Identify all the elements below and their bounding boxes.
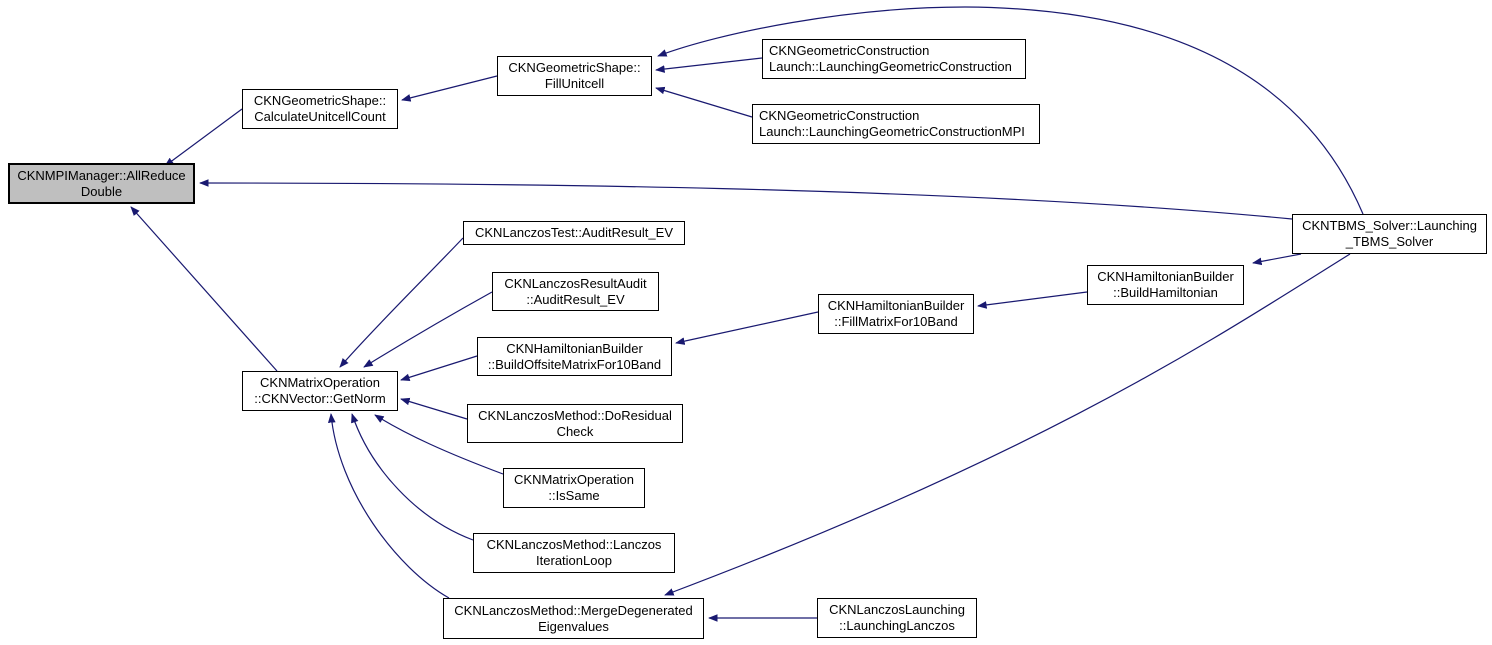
- node-label-line: Check: [556, 423, 594, 439]
- node-label-line: CKNGeometricShape::: [253, 93, 387, 108]
- node-cknmatrixoperation-cknvector-getnorm[interactable]: [242, 371, 398, 411]
- edge-buildoffsitematrix-to-getnorm: [401, 356, 477, 380]
- node-label-line: CKNGeometricConstruction: [759, 108, 920, 123]
- edge-buildhamiltonian-to-fillmatrixfor10band: [978, 292, 1087, 306]
- node-label-line: ::IsSame: [548, 488, 600, 503]
- node-cknlanczosmethod-doresidualcheck[interactable]: [467, 404, 683, 443]
- edge-fillunitcell-to-calculateunitcellcount: [402, 76, 497, 100]
- node-label-line: CKNMatrixOperation: [514, 472, 634, 487]
- node-label-line: CKNMatrixOperation: [260, 375, 380, 390]
- node-cknlanczosmethod-lanczositerationloop[interactable]: [473, 533, 675, 573]
- node-label-line: CKNHamiltonianBuilder: [827, 298, 965, 313]
- node-label-line: ::LaunchingLanczos: [839, 618, 955, 633]
- edge-tbmssolver-to-allreduce: [200, 183, 1292, 219]
- node-label-line: CKNLanczosTest::AuditResult_EV: [475, 225, 673, 240]
- node-label-line: CKNLanczosLaunching: [829, 602, 965, 617]
- node-cknlanczosresultaudit-auditresult-ev[interactable]: [492, 272, 659, 311]
- node-cknhamiltonianbuilder-fillmatrixfor10band[interactable]: [818, 294, 974, 334]
- node-label-line: CKNGeometricShape::: [508, 60, 641, 75]
- node-label-line: ::FillMatrixFor10Band: [834, 314, 958, 329]
- node-cknlanczoslaunching-launchinglanczos[interactable]: [817, 598, 977, 638]
- node-label-line: CalculateUnitcellCount: [254, 109, 386, 124]
- edge-mergedegenerated-to-getnorm: [331, 414, 449, 598]
- node-label-line: ::AuditResult_EV: [526, 291, 625, 307]
- node-label-line: CKNTBMS_Solver::Launching: [1302, 218, 1477, 233]
- node-ckntbms-solver-launching-tbms-solver[interactable]: [1292, 214, 1487, 254]
- edge-launchinggeometricconstructionmpi-to-fillunitcell: [656, 88, 752, 117]
- edge-lanczostestauditresultev-to-getnorm: [340, 238, 463, 367]
- node-label-line: Launch::LaunchingGeometricConstructionMPI: [759, 124, 1025, 139]
- edge-lanczositerationloop-to-getnorm: [352, 414, 473, 540]
- node-cknhamiltonianbuilder-buildoffsitematrixfor10band[interactable]: [477, 337, 672, 376]
- node-label-line: Launch::LaunchingGeometricConstruction: [769, 59, 1012, 74]
- node-label-line: ::BuildHamiltonian: [1113, 285, 1218, 300]
- node-launching-geometric-construction-mpi[interactable]: [752, 104, 1040, 144]
- edge-lanczosresultaudit-to-getnorm: [364, 292, 492, 367]
- node-label-line: ::BuildOffsiteMatrixFor10Band: [487, 356, 662, 372]
- edge-tbmssolver-to-mergedegenerated: [665, 254, 1350, 595]
- node-label-line: CKNHamiltonianBuilder: [1097, 269, 1234, 284]
- node-cknmatrixoperation-issame[interactable]: [503, 468, 645, 508]
- edge-fillmatrixfor10band-to-buildoffsitematrix: [676, 312, 818, 343]
- node-ckngeometricshape-calculateunitcellcount[interactable]: [242, 89, 398, 129]
- node-label-line: IterationLoop: [536, 553, 612, 568]
- node-label-line: CKNMPIManager::AllReduce: [17, 167, 186, 183]
- node-label-line: CKNHamiltonianBuilder: [506, 340, 643, 356]
- node-label-line: CKNGeometricConstruction: [769, 43, 930, 58]
- edge-getnorm-to-allreduce: [131, 207, 277, 371]
- edge-tbmssolver-to-buildhamiltonian: [1253, 254, 1301, 263]
- node-ckngeometricshape-fillunitcell[interactable]: [497, 56, 652, 96]
- node-cknhamiltonianbuilder-buildhamiltonian[interactable]: [1087, 265, 1244, 305]
- node-label-line: _TBMS_Solver: [1345, 234, 1434, 249]
- node-label-line: CKNLanczosMethod::DoResidual: [478, 407, 672, 423]
- node-label-line: Double: [80, 183, 123, 199]
- node-label-line: CKNLanczosMethod::Lanczos: [486, 537, 662, 552]
- node-label-line: FillUnitcell: [544, 76, 605, 91]
- edge-doresidualcheck-to-getnorm: [401, 399, 467, 419]
- edge-calculateunitcellcount-to-allreduce: [165, 109, 242, 166]
- node-cknlanczostest-auditresult-ev[interactable]: [463, 221, 685, 245]
- node-cknmpimanager-allreduce-double: [8, 163, 195, 204]
- edge-launchinggeometricconstruction-to-fillunitcell: [656, 58, 762, 70]
- node-cknlanczosmethod-mergedegeneratedeigenvalues[interactable]: [443, 598, 704, 639]
- node-label-line: ::CKNVector::GetNorm: [254, 391, 386, 406]
- node-label-line: Eigenvalues: [538, 618, 609, 634]
- node-label-line: CKNLanczosResultAudit: [504, 275, 647, 291]
- node-launching-geometric-construction[interactable]: [762, 39, 1026, 79]
- node-label-line: CKNLanczosMethod::MergeDegenerated: [454, 602, 693, 618]
